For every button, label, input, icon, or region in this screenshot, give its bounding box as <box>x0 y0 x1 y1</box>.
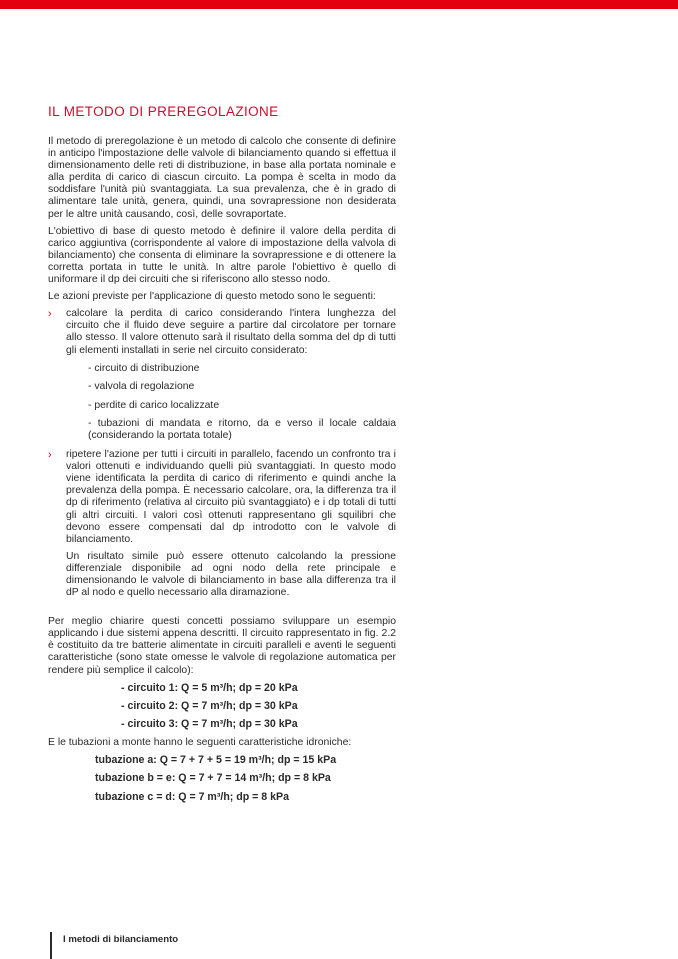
page-content <box>48 104 396 809</box>
intro-paragraph: Il metodo di preregolazione è un metodo di calcolo che consente di definire in anticipo l'impostazione delle valvole di bilanciamento quando si effettua il dimensionamento delle reti di distribuzione, in base alla portata nominale e alla perdita di carico di ciascun circuito. La pompa è scelta in modo da soddisfare l'unità più svantaggiata. La sua prevalenza, che è in grado di alimentare tale unità, genera, quindi, una sovrapressione non desiderata per le altre unità causando, così, delle sovraportate. <box>48 136 396 220</box>
bullet-text: calcolare la perdita di carico considerando l'intera lunghezza del circuito che il fluido deve seguire a partire dal circolatore per tornare allo stesso. Il valore ottenuto sarà il risultato della somma del dp di tutti gli elementi installati in serie nel circuito considerato: <box>66 308 396 356</box>
footer-title: I metodi di bilanciamento <box>63 934 179 945</box>
bullet-text: ripetere l'azione per tutti i circuiti in parallelo, facendo un confronto tra i valori ottenuti e individuando quelli più svantaggiati. In questo modo viene identificata la perdita di carico di riferimento e quindi anche la prevalenza della pompa. È necessario calcolare, ora, la differenza tra il dp di riferimento (relativa al circuito più svantaggiato) e i dp totali di tutti gli altri circuiti. I valori così ottenuti rappresentano gli squilibri che devono essere compensati dal dp introdotto con le valvole di bilanciamento. <box>66 449 396 545</box>
bullet-item <box>48 449 396 599</box>
sub-list <box>68 363 396 443</box>
chevron-right-icon: › <box>48 449 52 462</box>
example-paragraph: Per meglio chiarire questi concetti possiamo sviluppare un esempio applicando i due sistemi appena descritti. Il circuito rappresentato in fig. 2.2 è costituito da tre batterie alimentate in circuiti paralleli e aventi le seguenti caratteristiche (sono state omesse le valvole di regolazione automatica per rendere più semplice il calcolo): <box>48 616 396 676</box>
pipe-line: tubazione a: Q = 7 + 7 + 5 = 19 m³/h; dp = 15 kPa <box>95 753 337 766</box>
footer <box>50 932 179 959</box>
sub-list-item: - circuito di distribuzione <box>88 362 200 374</box>
pipe-line: tubazione b = e: Q = 7 + 7 = 14 m³/h; dp = 8 kPa <box>95 772 331 785</box>
circuit-line: - circuito 1: Q = 5 m³/h; dp = 20 kPa <box>121 681 298 694</box>
pipes-intro-paragraph: E le tubazioni a monte hanno le seguenti caratteristiche idroniche: <box>48 736 352 748</box>
circuit-line: - circuito 2: Q = 7 m³/h; dp = 30 kPa <box>121 700 298 713</box>
actions-intro-paragraph: Le azioni previste per l'applicazione di questo metodo sono le seguenti: <box>48 291 376 303</box>
sub-list-item: - perdite di carico localizzate <box>88 399 220 411</box>
chevron-right-icon: › <box>48 308 52 321</box>
section-title: IL METODO DI PREREGOLAZIONE <box>48 104 279 119</box>
circuit-line: - circuito 3: Q = 7 m³/h; dp = 30 kPa <box>121 718 298 731</box>
sub-list-item: - valvola di regolazione <box>88 381 195 393</box>
objective-paragraph: L'obiettivo di base di questo metodo è definire il valore della perdita di carico aggiuntiva (corrispondente al valore di impostazione della valvola di bilanciamento) che consenta di eliminare la sovrapressione e di ottenere la corretta portata in tutte le unità. In altre parole l'obiettivo è quello di uniformare il dp dei circuiti che si riferiscono allo stesso nodo. <box>48 225 396 286</box>
bullet-extra-text: Un risultato simile può essere ottenuto calcolando la pressione differenziale disponibile ad ogni nodo della rete principale e dimensionando le valvole di bilanciamento in base alla differenza tra il dP al nodo e quello necessario alla diramazione. <box>66 550 396 599</box>
sub-list-item: - tubazioni di mandata e ritorno, da e verso il locale caldaia (considerando la portata totale) <box>88 418 396 442</box>
bullet-item <box>48 308 396 442</box>
top-accent-bar <box>0 0 678 9</box>
pipe-line: tubazione c = d: Q = 7 m³/h; dp = 8 kPa <box>95 790 289 803</box>
